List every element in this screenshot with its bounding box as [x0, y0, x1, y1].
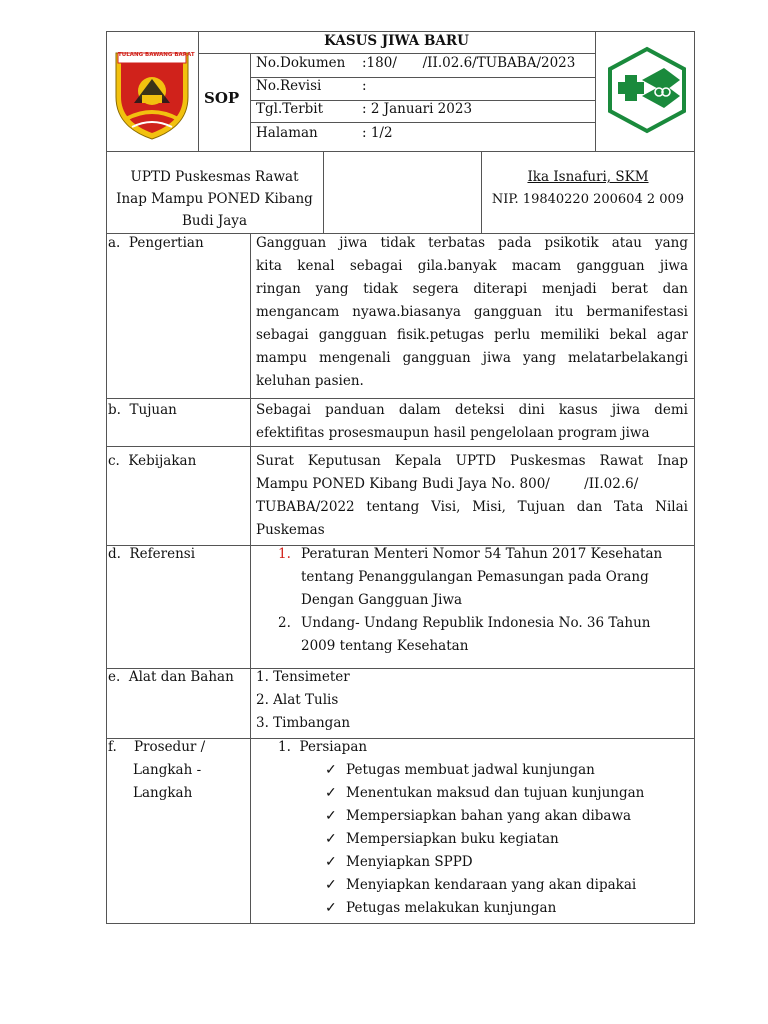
section-label-prosedur: f. Prosedur /: [108, 739, 206, 755]
divider: [250, 233, 251, 924]
check-icon: ✓: [325, 831, 337, 847]
signer-name: Ika Isnafuri, SKM: [527, 169, 649, 185]
pengertian-line: sebagai gangguan fisik.petugas perlu memiliki bekal agar: [256, 327, 688, 343]
alat-item: 1. Tensimeter: [256, 669, 350, 685]
org-name-line: UPTD Puskesmas Rawat: [130, 169, 299, 185]
pengertian-line: kita kenal sebagai gila.banyak macam gangguan jiwa: [256, 258, 688, 274]
pengertian-line: keluhan pasien.: [256, 373, 364, 389]
kebijakan-line: Surat Keputusan Kepala UPTD Puskesmas Rawat Inap: [256, 453, 688, 469]
referensi-number: 1.: [278, 546, 291, 562]
section-label-kebijakan: c. Kebijakan: [108, 453, 197, 469]
divider: [323, 151, 324, 233]
field-label: Halaman: [256, 125, 318, 141]
section-label-prosedur: Langkah -: [133, 762, 202, 778]
org-name-line: Inap Mampu PONED Kibang: [116, 191, 313, 207]
section-label-prosedur: Langkah: [133, 785, 193, 801]
section-label-alat-bahan: e. Alat dan Bahan: [108, 669, 234, 685]
check-icon: ✓: [325, 900, 337, 916]
pengertian-line: mengancam nyawa.biasanya gangguan itu bermanifestasi: [256, 304, 688, 320]
referensi-line: 2009 tentang Kesehatan: [301, 638, 469, 654]
field-label: Tgl.Terbit: [256, 101, 324, 117]
check-icon: ✓: [325, 854, 337, 870]
logo-text: TULANG BAWANG BARAT: [118, 52, 195, 58]
regency-logo-icon: [112, 49, 195, 141]
referensi-line: Dengan Gangguan Jiwa: [301, 592, 463, 608]
check-item: Menyiapkan SPPD: [346, 854, 473, 870]
divider: [106, 151, 695, 152]
check-item: Mempersiapkan buku kegiatan: [346, 831, 559, 847]
referensi-line: tentang Penanggulangan Pemasungan pada Orang: [301, 569, 649, 585]
section-label-tujuan: b. Tujuan: [108, 402, 177, 418]
field-label: No.Revisi: [256, 78, 322, 94]
section-label-pengertian: a. Pengertian: [108, 235, 204, 251]
pengertian-line: ringan yang tidak segera diterapi menjadi berat dan: [256, 281, 688, 297]
pengertian-line: mampu mengenali gangguan jiwa yang melatarbelakangi: [256, 350, 688, 366]
check-item: Menyiapkan kendaraan yang akan dipakai: [346, 877, 637, 893]
field-value: :: [362, 78, 367, 94]
check-item: Petugas membuat jadwal kunjungan: [346, 762, 595, 778]
referensi-line: Undang- Undang Republik Indonesia No. 36 Tahun: [301, 615, 651, 631]
divider: [250, 53, 251, 151]
sop-label: SOP: [204, 89, 240, 107]
org-name-line: Budi Jaya: [181, 213, 247, 229]
tujuan-line: Sebagai panduan dalam deteksi dini kasus jiwa demi: [256, 402, 688, 418]
alat-item: 3. Timbangan: [256, 715, 351, 731]
kebijakan-line: Puskemas: [256, 522, 325, 538]
check-icon: ✓: [325, 808, 337, 824]
tujuan-line: efektifitas prosesmaupun hasil pengelolaan program jiwa: [256, 425, 650, 441]
referensi-line: Peraturan Menteri Nomor 54 Tahun 2017 Kesehatan: [301, 546, 663, 562]
divider: [106, 446, 695, 447]
field-value: :180/ /II.02.6/TUBABA/2023: [362, 55, 576, 71]
check-item: Mempersiapkan bahan yang akan dibawa: [346, 808, 632, 824]
step-title: 1. Persiapan: [278, 739, 368, 755]
kebijakan-line: TUBABA/2022 tentang Visi, Misi, Tujuan dan Tata Nilai: [256, 499, 688, 515]
signer-nip: NIP. 19840220 200604 2 009: [491, 192, 685, 207]
check-icon: ✓: [325, 762, 337, 778]
check-item: Petugas melakukan kunjungan: [346, 900, 557, 916]
divider: [595, 31, 596, 151]
referensi-number: 2.: [278, 615, 291, 631]
field-label: No.Dokumen: [256, 55, 346, 71]
check-icon: ✓: [325, 785, 337, 801]
field-value: : 2 Januari 2023: [362, 101, 473, 117]
alat-item: 2. Alat Tulis: [256, 692, 339, 708]
section-label-referensi: d. Referensi: [108, 546, 196, 562]
kebijakan-line: Mampu PONED Kibang Budi Jaya No. 800/ /II.02.6/: [256, 476, 639, 492]
pengertian-line: Gangguan jiwa tidak terbatas pada psikotik atau yang: [256, 235, 688, 251]
check-item: Menentukan maksud dan tujuan kunjungan: [346, 785, 645, 801]
field-value: : 1/2: [362, 125, 393, 141]
check-icon: ✓: [325, 877, 337, 893]
puskesmas-logo-icon: [606, 46, 688, 134]
document-title: KASUS JIWA BARU: [324, 33, 469, 49]
